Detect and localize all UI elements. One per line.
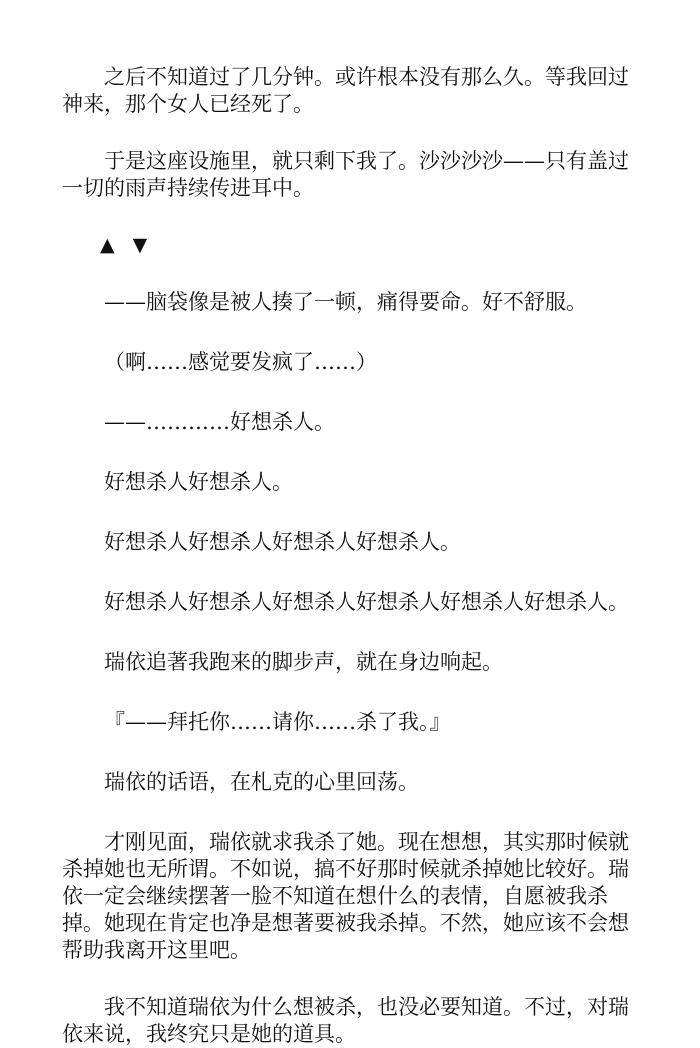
paragraph-1: 之后不知道过了几分钟。或许根本没有那么久。等我回过神来，那个女人已经死了。 bbox=[62, 65, 629, 116]
paragraph-3: ——脑袋像是被人揍了一顿，痛得要命。好不舒服。 bbox=[104, 290, 587, 314]
paragraph-11: 瑞依的话语，在札克的心里回荡。 bbox=[104, 770, 419, 794]
paragraph-5: ——…………好想杀人。 bbox=[104, 410, 335, 434]
paragraph-7: 好想杀人好想杀人好想杀人好想杀人。 bbox=[104, 530, 461, 554]
paragraph-8: 好想杀人好想杀人好想杀人好想杀人好想杀人好想杀人。 bbox=[104, 590, 629, 614]
scene-break-triangles: ▲ ▼ bbox=[100, 234, 154, 256]
paragraph-4: （啊……感觉要发疯了……） bbox=[104, 350, 377, 374]
paragraph-9: 瑞依追著我跑来的脚步声，就在身边响起。 bbox=[104, 650, 503, 674]
paragraph-10-quote: 『——拜托你……请你……杀了我。』 bbox=[104, 710, 451, 734]
paragraph-12: 才刚见面，瑞依就求我杀了她。现在想想，其实那时候就杀掉她也无所谓。不如说，搞不好那时候就杀掉她比较好。瑞依一定会继续摆著一脸不知道在想什么的表情，自愿被我杀掉。她现在肯定也净是想著要被我杀掉。不然，她应该不会想帮助我离开这里吧。 bbox=[62, 830, 629, 962]
paragraph-13: 我不知道瑞依为什么想被杀，也没必要知道。不过，对瑞依来说，我终究只是她的道具。 bbox=[62, 995, 629, 1046]
paragraph-6: 好想杀人好想杀人。 bbox=[104, 470, 293, 494]
paragraph-2: 于是这座设施里，就只剩下我了。沙沙沙沙——只有盖过一切的雨声持续传进耳中。 bbox=[62, 149, 629, 200]
